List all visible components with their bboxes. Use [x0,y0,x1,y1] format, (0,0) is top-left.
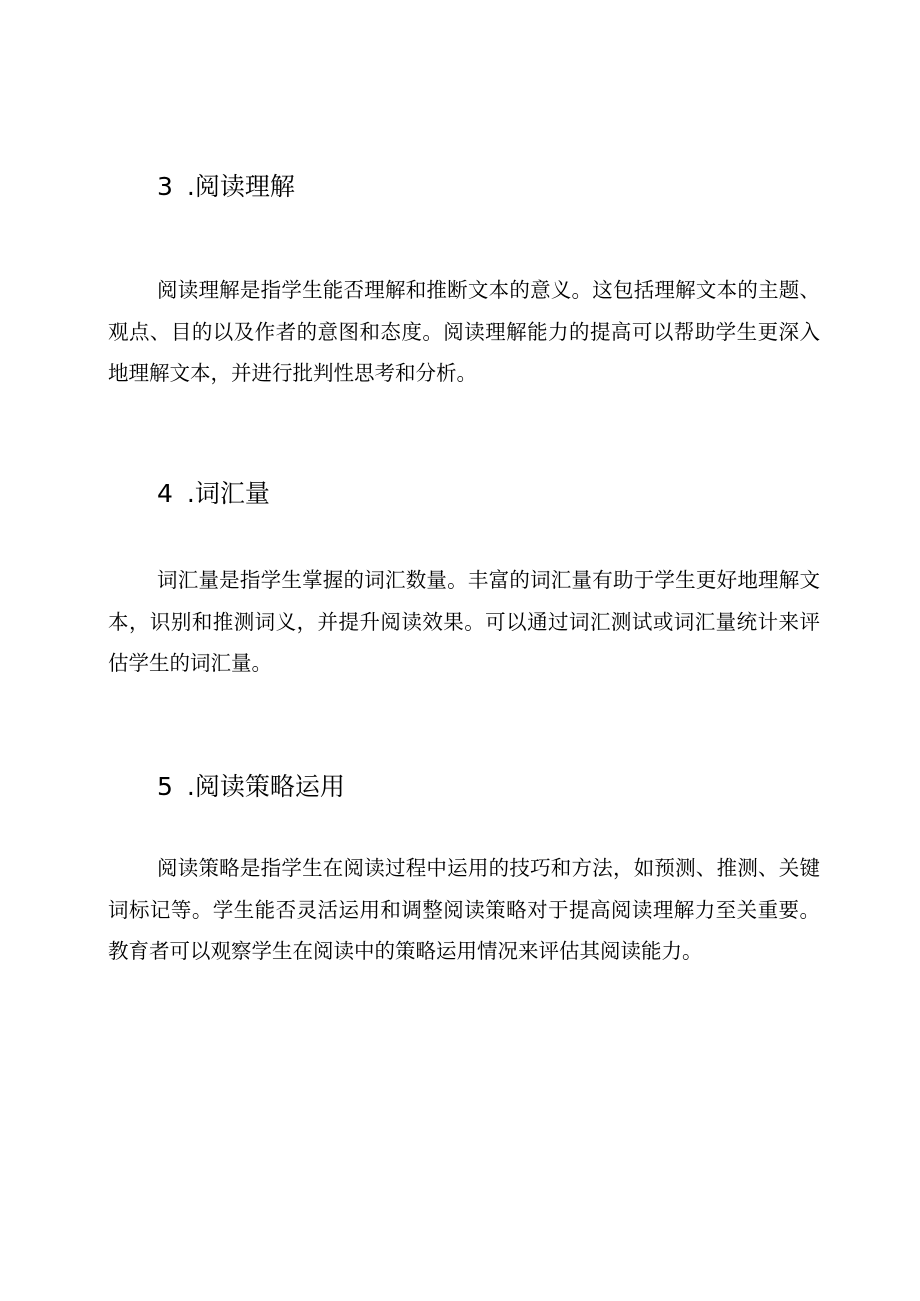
section-title: .阅读策略运用 [186,772,345,801]
section-body-4: 词汇量是指学生掌握的词汇数量。丰富的词汇量有助于学生更好地理解文本，识别和推测词义，并提升阅读效果。可以通过词汇测试或词汇量统计来评估学生的词汇量。 [108,568,820,675]
section-title: .阅读理解 [186,172,295,201]
section-number: 3 [157,172,173,201]
section-heading-5 [157,770,345,804]
section-body-5: 阅读策略是指学生在阅读过程中运用的技巧和方法，如预测、推测、关键词标记等。学生能否灵活运用和调整阅读策略对于提高阅读理解力至关重要。教育者可以观察学生在阅读中的策略运用情况来评估其阅读能力。 [108,856,820,963]
section-number: 5 [157,772,173,801]
section-body-3: 阅读理解是指学生能否理解和推断文本的意义。这包括理解文本的主题、观点、目的以及作者的意图和态度。阅读理解能力的提高可以帮助学生更深入地理解文本，并进行批判性思考和分析。 [108,278,820,385]
section-title: .词汇量 [186,479,270,508]
section-heading-3 [157,170,295,204]
section-heading-4 [157,477,270,511]
section-number: 4 [157,479,173,508]
